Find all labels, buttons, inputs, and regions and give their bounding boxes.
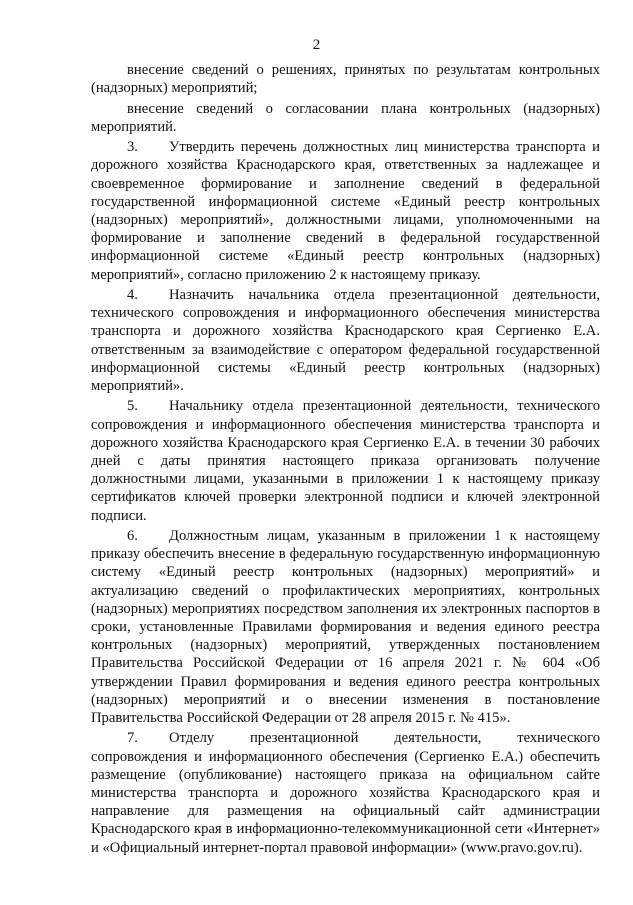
paragraph bbox=[91, 61, 600, 97]
paragraph bbox=[91, 100, 600, 136]
paragraph-text: внесение сведений о согласовании плана контрольных (надзорных) мероприятий. bbox=[91, 100, 600, 135]
paragraph-text: Отделу презентационной деятельности, технического сопровождения и информационного обеспечения (Сергиенко Е.А.) обеспечить размещение (опубликование) настоящего приказа на официальном сайте министерства транспорта и дорожного хозяйства Краснодарского края и направление для размещения на официальный сайт администрации Краснодарского края в информационно-телекоммуникационной сети «Интернет» и «Официальный интернет-портал правовой информации» (www.pravo.gov.ru). bbox=[91, 730, 600, 856]
numbered-paragraph-7 bbox=[91, 729, 600, 856]
paragraph-text: Начальнику отдела презентационной деятельности, технического сопровождения и информационного обеспечения министерства транспорта и дорожного хозяйства Краснодарского края Сергиенко Е.А. в течении 30 рабочих дней с даты принятия настоящего приказа организовать получение должностными лицами, указанными в приложении 1 к настоящему приказу сертификатов ключей проверки электронной подписи и ключей электронной подписи. bbox=[91, 398, 600, 524]
document-body bbox=[91, 61, 600, 859]
paragraph-number: 4. bbox=[127, 287, 138, 303]
numbered-paragraph-3 bbox=[91, 138, 600, 284]
paragraph-number: 5. bbox=[127, 398, 138, 415]
paragraph-text: Назначить начальника отдела презентационной деятельности, технического сопровождения и информационного обеспечения министерства транспорта и дорожного хозяйства Краснодарского края Сергиенко Е.А. ответственным за взаимодействие с оператором федеральной государственной информационной системы «Единый реестр контрольных (надзорных) мероприятий». bbox=[91, 287, 600, 395]
paragraph-number: 6. bbox=[127, 528, 138, 545]
numbered-paragraph-4 bbox=[91, 286, 600, 395]
paragraph-text: внесение сведений о решениях, принятых по результатам контрольных (надзорных) мероприятий; bbox=[91, 62, 600, 97]
numbered-paragraph-6 bbox=[91, 527, 600, 727]
numbered-paragraph-5 bbox=[91, 397, 600, 524]
paragraph-number: 3. bbox=[127, 139, 138, 156]
paragraph-number: 7. bbox=[127, 730, 138, 747]
paragraph-text: Утвердить перечень должностных лиц министерства транспорта и дорожного хозяйства Краснодарского края, ответственных за надлежащее и своевременное формирование и заполнение сведений в федеральной государственной информационной системе «Единый реестр контрольных (надзорных) мероприятий», должностными лицами, уполномоченными на формирование и заполнение сведений в федеральной государственной информационной системе «Единый реестр контрольных (надзорных) мероприятий», согласно приложению 2 к настоящему приказу. bbox=[91, 139, 600, 283]
page-number: 2 bbox=[312, 37, 321, 53]
paragraph-text: Должностным лицам, указанным в приложении 1 к настоящему приказу обеспечить внесение в федеральную государственную информационную систему «Единый реестр контрольных (надзорных) мероприятий» и актуализацию сведений о профилактических мероприятиях, контрольных (надзорных) мероприятиях посредством заполнения их электронных паспортов в сроки, установленные Правилами формирования и ведения единого реестра контрольных (надзорных) мероприятий, утвержденных постановлением Правительства Российской Федерации от 16 апреля 2021 г. № 604 «Об утверждении Правил формирования и ведения единого реестра контрольных (надзорных) мероприятий и о внесении изменения в постановление Правительства Российской Федерации от 28 апреля 2015 г. № 415». bbox=[91, 528, 600, 727]
